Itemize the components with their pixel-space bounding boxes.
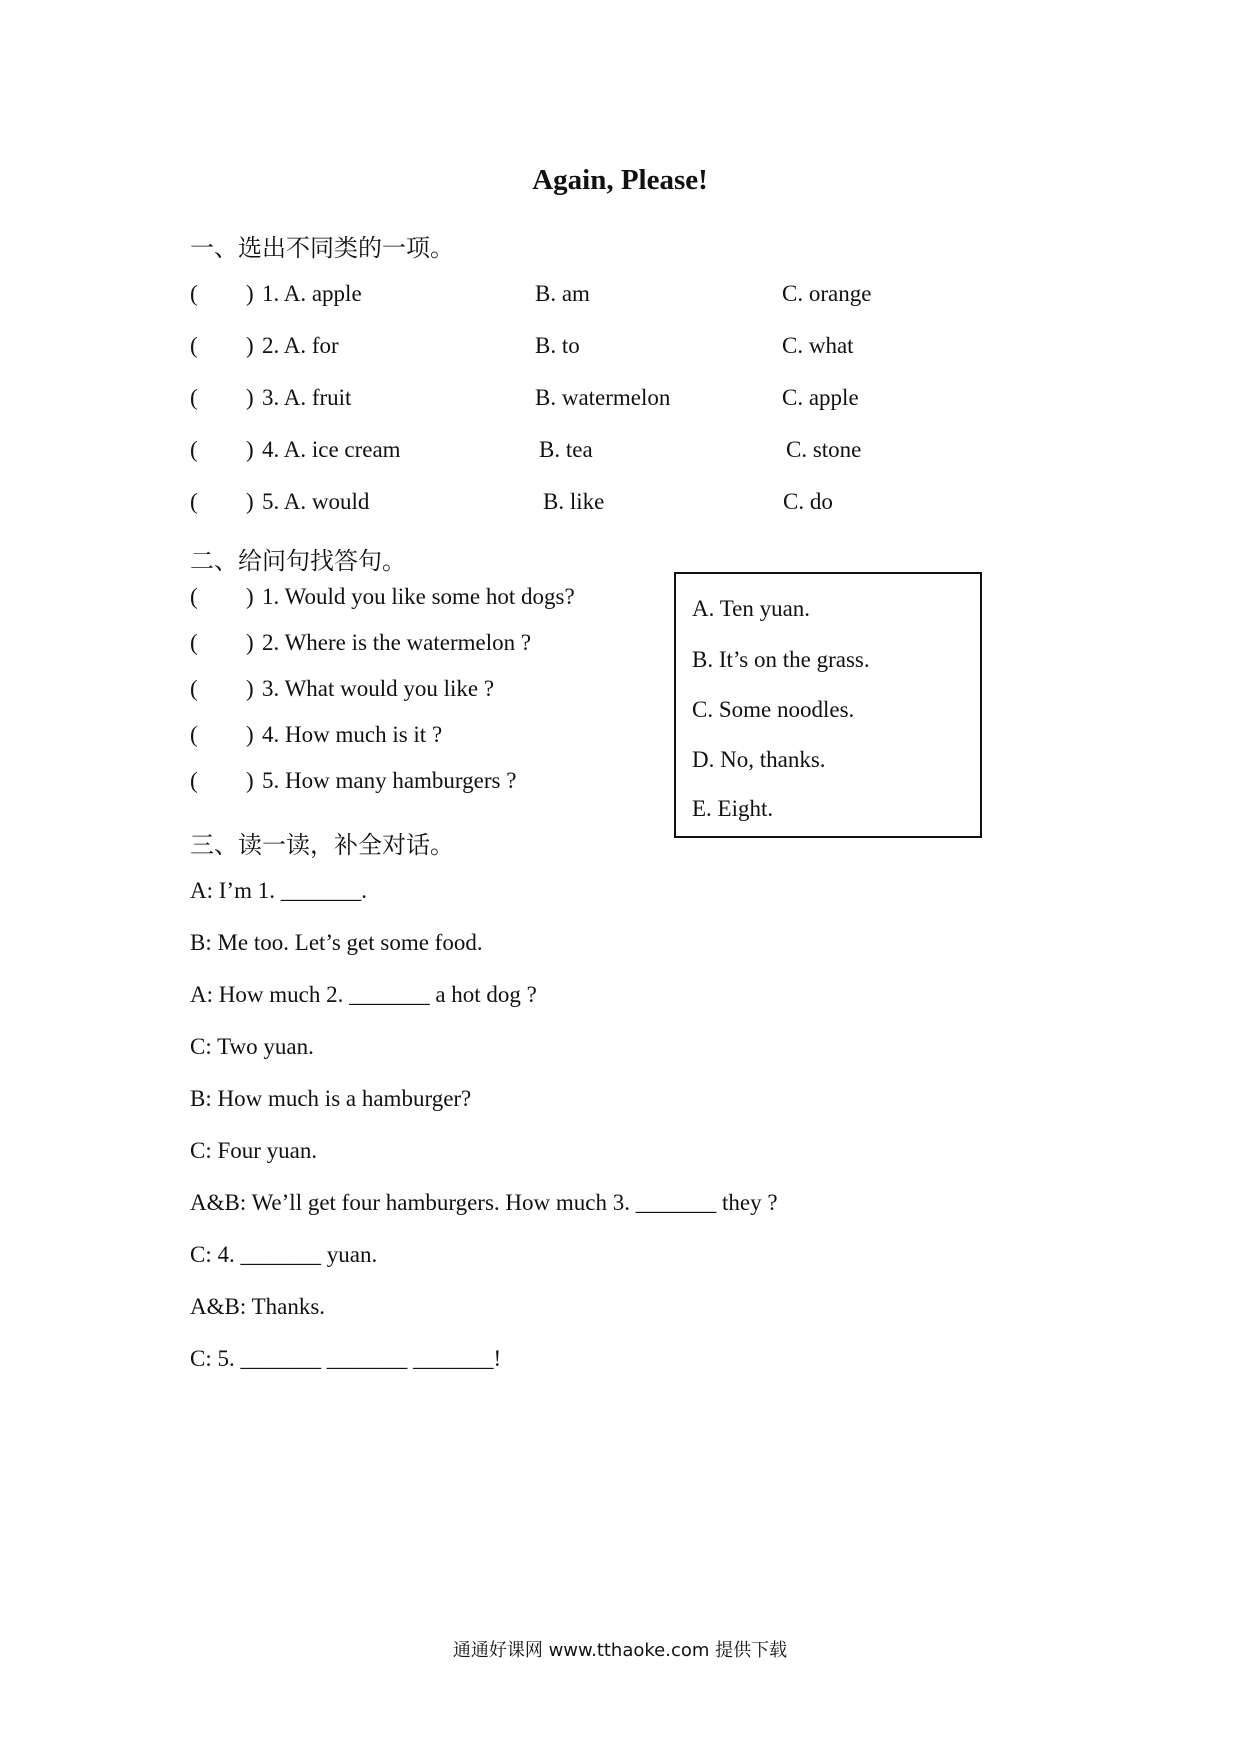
option-b: B. watermelon	[535, 385, 671, 410]
close-bracket: )	[246, 630, 254, 655]
dialogue-line: B: How much is a hamburger?	[190, 1086, 472, 1111]
open-bracket: (	[190, 333, 198, 358]
open-bracket: (	[190, 630, 198, 655]
section-1-heading: 一、选出不同类的一项。	[190, 236, 454, 262]
open-bracket: (	[190, 722, 198, 747]
page-title: Again, Please!	[532, 164, 708, 196]
question-text: 1. Would you like some hot dogs?	[262, 584, 575, 609]
dialogue-line: A&B: We’ll get four hamburgers. How much 3. _______ they ?	[190, 1190, 778, 1215]
option-a: 1. A. apple	[262, 281, 362, 306]
option-a: 3. A. fruit	[262, 385, 352, 410]
close-bracket: )	[246, 489, 254, 514]
dialogue-line: C: 5. _______ _______ _______!	[190, 1346, 502, 1371]
option-a: 2. A. for	[262, 333, 339, 358]
open-bracket: (	[190, 768, 198, 793]
answer-option: A. Ten yuan.	[692, 596, 811, 621]
open-bracket: (	[190, 281, 198, 306]
option-c: C. what	[782, 333, 854, 358]
dialogue-line: A&B: Thanks.	[190, 1294, 326, 1319]
open-bracket: (	[190, 584, 198, 609]
question-text: 2. Where is the watermelon ?	[262, 630, 532, 655]
dialogue-line: B: Me too. Let’s get some food.	[190, 930, 483, 955]
close-bracket: )	[246, 333, 254, 358]
close-bracket: )	[246, 281, 254, 306]
option-c: C. orange	[782, 281, 872, 306]
open-bracket: (	[190, 385, 198, 410]
close-bracket: )	[246, 385, 254, 410]
option-a: 4. A. ice cream	[262, 437, 401, 462]
dialogue-line: C: Two yuan.	[190, 1034, 314, 1059]
question-text: 4. How much is it ?	[262, 722, 443, 747]
section-3-heading: 三、读一读，补全对话。	[190, 833, 454, 859]
footer-credit: 通通好课网 www.tthaoke.com 提供下载	[452, 1640, 788, 1661]
close-bracket: )	[246, 584, 254, 609]
answer-option: E. Eight.	[692, 796, 774, 821]
dialogue-line: A: I’m 1. _______.	[190, 878, 367, 903]
close-bracket: )	[246, 722, 254, 747]
option-b: B. am	[535, 281, 590, 306]
open-bracket: (	[190, 489, 198, 514]
close-bracket: )	[246, 676, 254, 701]
open-bracket: (	[190, 437, 198, 462]
open-bracket: (	[190, 676, 198, 701]
close-bracket: )	[246, 437, 254, 462]
option-c: C. stone	[786, 437, 862, 462]
option-b: B. tea	[539, 437, 593, 462]
answer-option: C. Some noodles.	[692, 697, 855, 722]
close-bracket: )	[246, 768, 254, 793]
question-text: 3. What would you like ?	[262, 676, 495, 701]
option-b: B. to	[535, 333, 580, 358]
answer-option: B. It’s on the grass.	[692, 647, 870, 672]
dialogue-line: A: How much 2. _______ a hot dog ?	[190, 982, 537, 1007]
question-text: 5. How many hamburgers ?	[262, 768, 517, 793]
option-c: C. apple	[782, 385, 859, 410]
answer-option: D. No, thanks.	[692, 747, 826, 772]
section-2-heading: 二、给问句找答句。	[190, 549, 406, 575]
option-a: 5. A. would	[262, 489, 370, 514]
dialogue-line: C: Four yuan.	[190, 1138, 318, 1163]
option-b: B. like	[543, 489, 605, 514]
dialogue-line: C: 4. _______ yuan.	[190, 1242, 378, 1267]
option-c: C. do	[783, 489, 833, 514]
